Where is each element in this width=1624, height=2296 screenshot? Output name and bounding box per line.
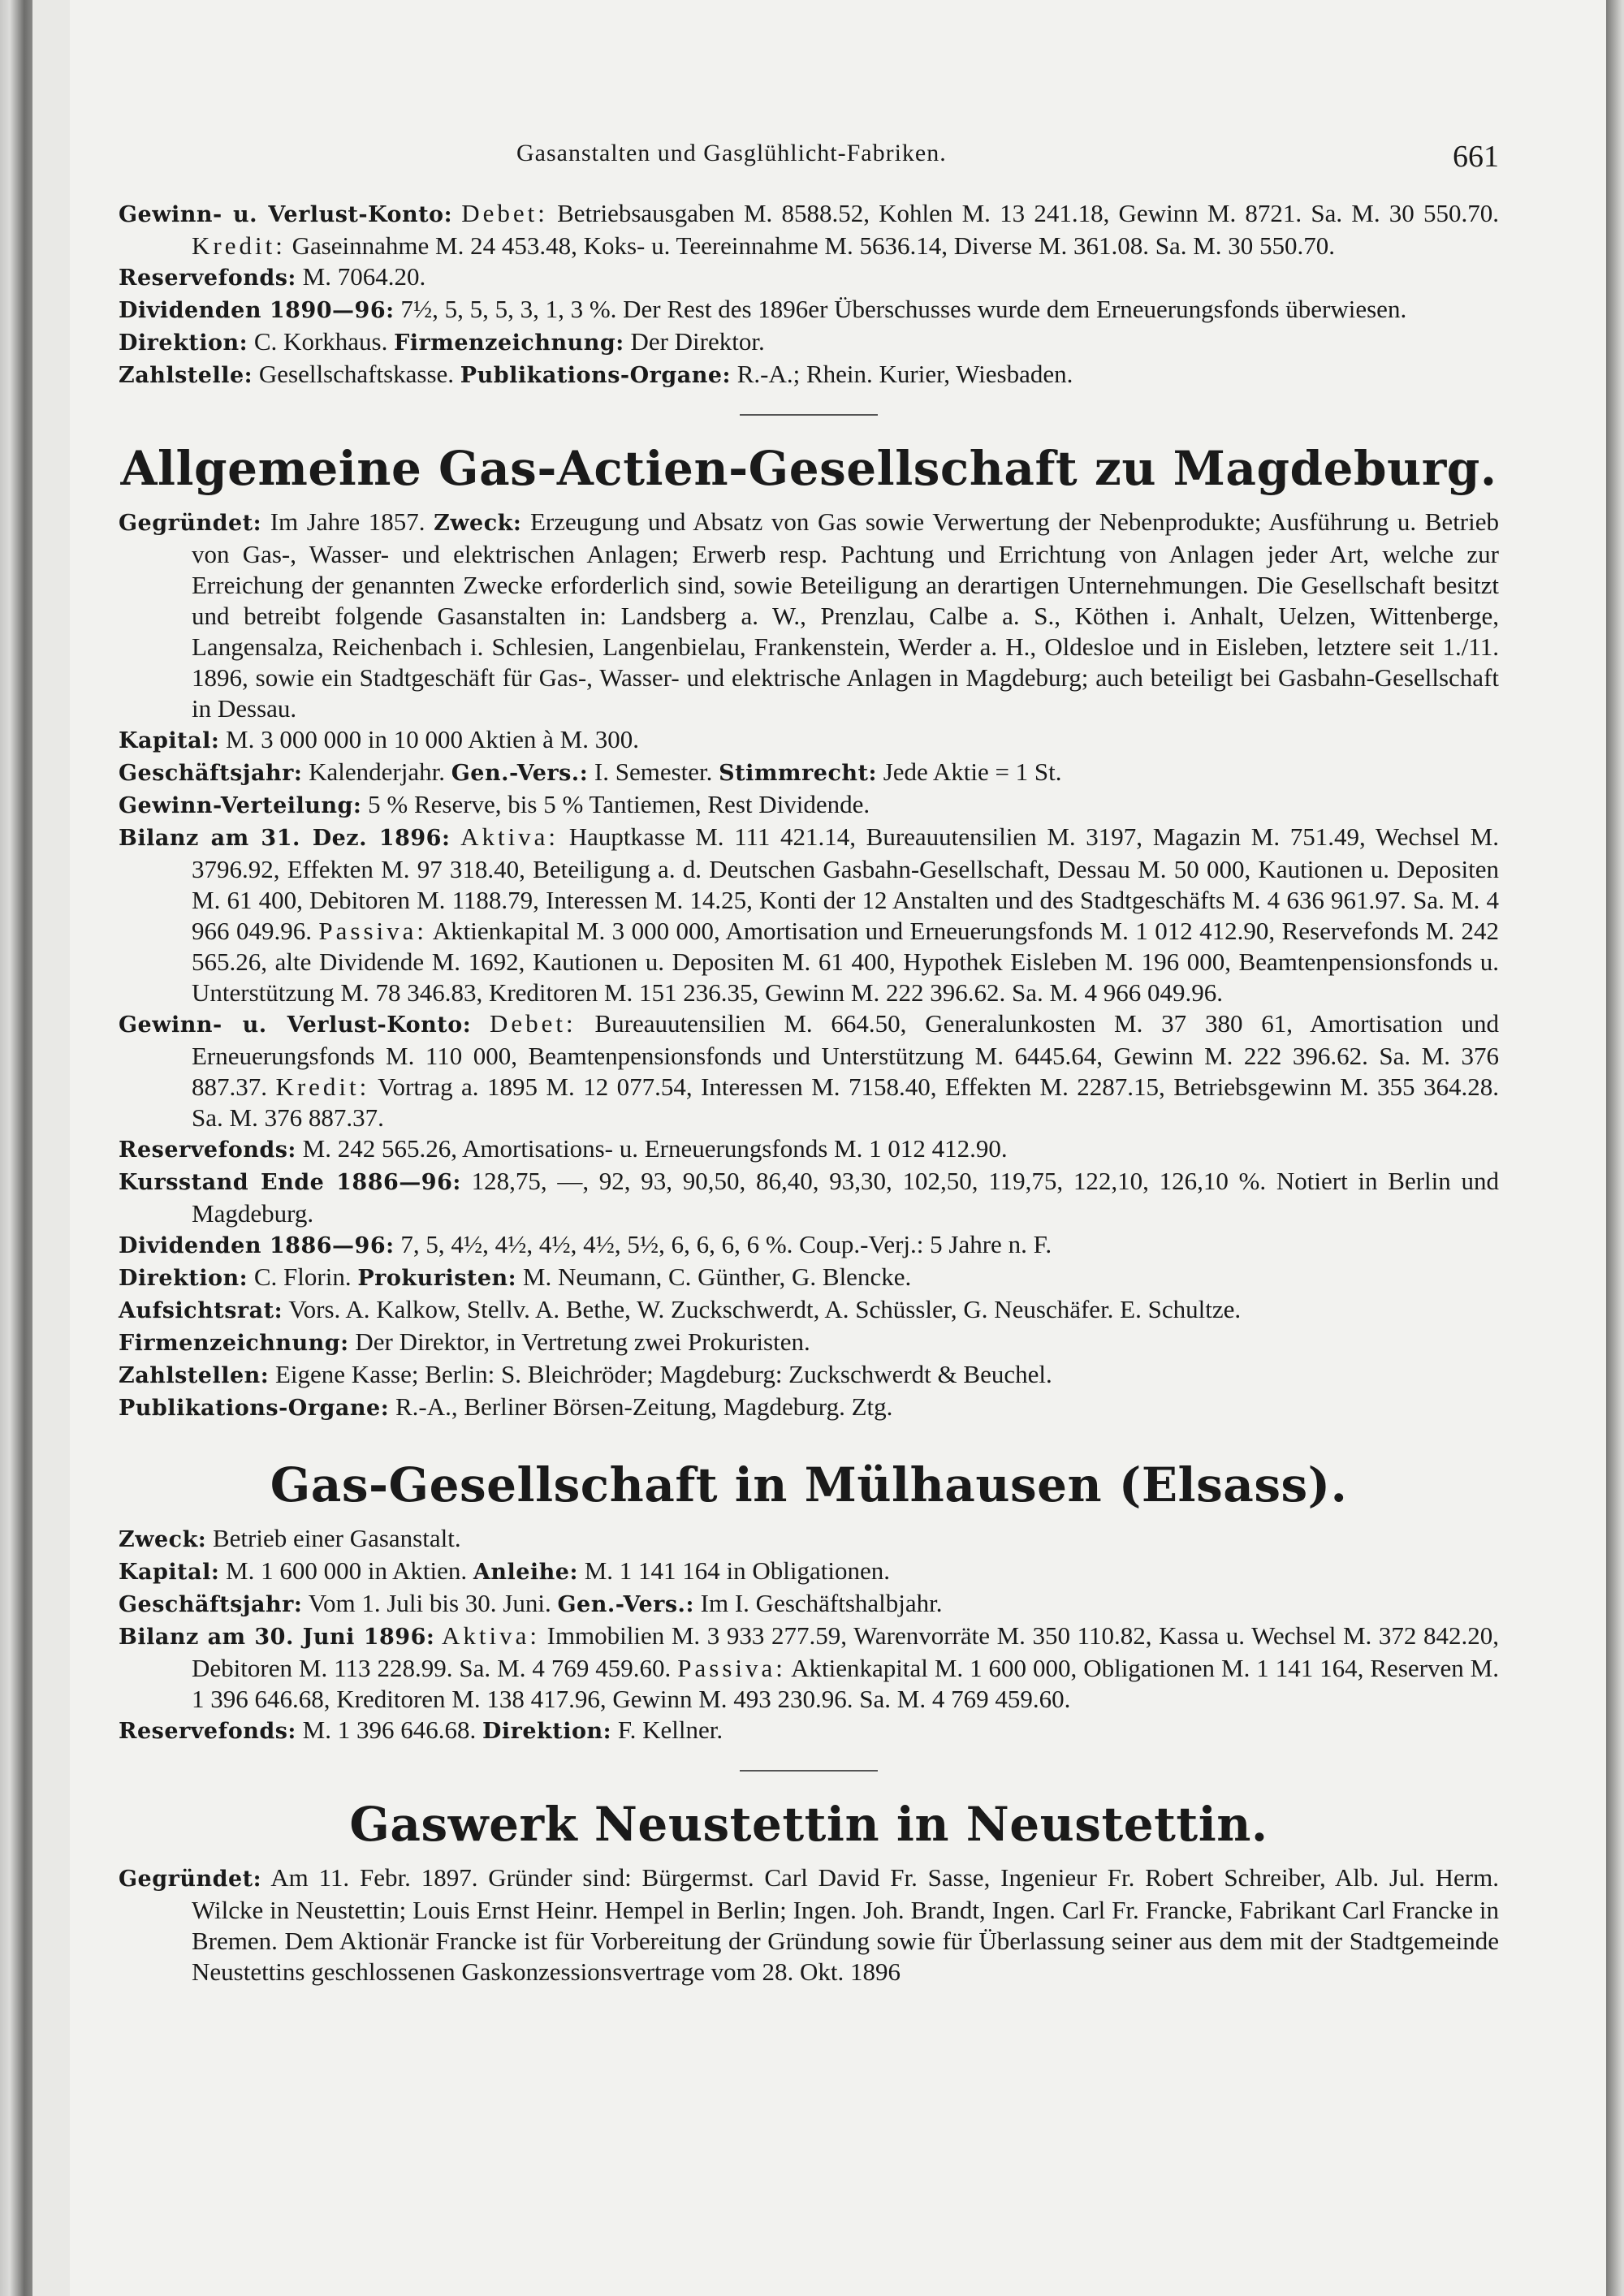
entry-text: Der Direktor, in Vertretung zwei Prokuristen. — [348, 1327, 810, 1356]
prev-reserve-entry — [119, 261, 1499, 294]
gegruendet-entry — [119, 507, 1499, 724]
entry-label: Direktion: — [119, 330, 248, 356]
entry-label: Zweck: — [434, 511, 522, 536]
publikation-entry — [119, 1392, 1499, 1424]
bilanz-entry — [119, 822, 1499, 1008]
prev-zahlstelle-entry — [119, 359, 1499, 391]
gewinnverteilung-entry — [119, 789, 1499, 822]
entry-text: Aktienkapital M. 1 600 000, Obligationen M. 1 141 164, Reserven M. 1 396 646.68, Kreditoren M. 138 417.96, Gewinn M. 493 230.96. Sa. M. 4 769 459.60. — [192, 1654, 1499, 1713]
kredit-label: Kredit: — [192, 231, 286, 260]
entry-text: 5 % Reserve, bis 5 % Tantiemen, Rest Dividende. — [361, 790, 870, 818]
zweck-entry — [119, 1523, 1499, 1556]
company-title-muelhausen: Gas-Gesellschaft in Mülhausen (Elsass). — [270, 1457, 1348, 1513]
entry-text: Vortrag a. 1895 M. 12 077.54, Interessen M. 7158.40, Effekten M. 2287.15, Betriebsgewinn M. 355 364.28. Sa. M. 376 887.37. — [192, 1072, 1499, 1132]
prev-gewinn-entry — [119, 198, 1499, 261]
entry-label: Aufsichtsrat: — [119, 1298, 283, 1323]
entry-text: M. Neumann, C. Günther, G. Blencke. — [516, 1262, 912, 1291]
entry-label: Gegründet: — [119, 511, 262, 536]
running-title: Gasanstalten und Gasglühlicht-Fabriken. — [516, 140, 947, 166]
entry-text: M. 242 565.26, Amortisations- u. Erneuerungsfonds M. 1 012 412.90. — [296, 1134, 1008, 1163]
entry-label: Direktion: — [482, 1719, 612, 1744]
entry-text: 7½, 5, 5, 5, 3, 1, 3 %. Der Rest des 1896er Überschusses wurde dem Erneuerungsfonds überwiesen. — [394, 295, 1407, 323]
entry-text: M. 1 396 646.68. — [296, 1716, 482, 1744]
company-title-magdeburg: Allgemeine Gas-Actien-Gesellschaft zu Magdeburg. — [120, 441, 1497, 496]
entry-label: Bilanz am 30. Juni 1896: — [119, 1625, 435, 1650]
entry-label: Dividenden 1890—96: — [119, 298, 395, 323]
debet-label: Debet: — [490, 1009, 577, 1038]
entry-label: Publikations-Organe: — [119, 1396, 390, 1421]
entry-text: C. Korkhaus. — [248, 327, 395, 356]
dividenden-entry — [119, 1229, 1499, 1262]
entry-label: Anleihe: — [473, 1560, 578, 1585]
entry-text: Gaseinnahme M. 24 453.48, Koks- u. Teereinnahme M. 5636.14, Diverse M. 361.08. Sa. M. 30 550.70. — [285, 231, 1336, 260]
entry-text: R.-A., Berliner Börsen-Zeitung, Magdeburg. Ztg. — [389, 1392, 893, 1421]
passiva-label: Passiva: — [318, 917, 428, 945]
firmenzeichnung-entry — [119, 1327, 1499, 1359]
entry-label: Stimmrecht: — [719, 761, 877, 786]
entry-text: Betrieb einer Gasanstalt. — [206, 1524, 461, 1552]
entry-text: Eigene Kasse; Berlin: S. Bleichröder; Magdeburg: Zuckschwerdt & Beuchel. — [269, 1360, 1052, 1388]
scan-edge-right — [1606, 0, 1624, 2296]
scan-edge-left — [0, 0, 32, 2296]
reserve-entry — [119, 1133, 1499, 1166]
entry-text: Im I. Geschäftshalbjahr. — [693, 1589, 943, 1617]
entry-text: Hauptkasse M. 111 421.14, Bureauutensilien M. 3197, Magazin M. 751.49, Wechsel M. 3796.92, Effekten M. 97 318.40, Beteiligung a. d. Deutschen Gasbahn-Gesellschaft, Dessau M. 50 000, Kautionen u. Depositen M. 61 400, Debitoren M. 1188.79, Interessen M. 14.25, Konti der 12 Anstalten und des Stadtgeschäfts M. 4 636 961.97. Sa. M. 4 966 049.96. — [192, 822, 1499, 945]
entry-label: Kursstand Ende 1886—96: — [119, 1170, 461, 1195]
gegruendet-entry — [119, 1862, 1499, 1987]
geschaeftsjahr-entry — [119, 757, 1499, 789]
aufsichtsrat-entry — [119, 1294, 1499, 1327]
entry-text: 128,75, —, 92, 93, 90,50, 86,40, 93,30, 102,50, 119,75, 122,10, 126,10 %. Notiert in Berlin und Magdeburg. — [192, 1167, 1499, 1228]
entry-text: M. 3 000 000 in 10 000 Aktien à M. 300. — [219, 725, 639, 753]
entry-label: Kapital: — [119, 728, 220, 753]
entry-label: Reservefonds: — [119, 265, 296, 291]
reserve-entry — [119, 1715, 1499, 1747]
entry-text: M. 7064.20. — [296, 262, 426, 291]
entry-text: Am 11. Febr. 1897. Gründer sind: Bürgermst. Carl David Fr. Sasse, Ingenieur Fr. Robert Schreiber, Alb. Jul. Herm. Wilcke in Neustettin; Louis Ernst Heinr. Hempel in Berlin; Ingen. Joh. Brandt, Ingen. Carl Fr. Francke, Fabrikant Carl Francke in Bremen. Dem Aktionär Francke ist für Vorbereitung der Gründung sowie für Überlassung seiner aus dem mit der Stadtgemeinde Neustettins geschlossenen Gaskonzessionsvertrage vom 28. Okt. 1896 — [192, 1863, 1499, 1986]
entry-label: Bilanz am 31. Dez. 1896: — [119, 826, 451, 851]
entry-label: Kapital: — [119, 1560, 220, 1585]
running-head — [119, 138, 1499, 180]
prev-direktion-entry — [119, 326, 1499, 359]
entry-label: Gewinn-Verteilung: — [119, 793, 362, 818]
entry-text: Kalenderjahr. — [302, 757, 451, 786]
entry-text: Jede Aktie = 1 St. — [876, 757, 1062, 786]
aktiva-label: Aktiva: — [460, 822, 559, 851]
kursstand-entry — [119, 1166, 1499, 1229]
entry-text: Vors. A. Kalkow, Stellv. A. Bethe, W. Zuckschwerdt, A. Schüssler, G. Neuschäfer. E. Schultze. — [283, 1295, 1242, 1323]
debet-label: Debet: — [461, 199, 548, 227]
entry-text: Im Jahre 1857. — [261, 507, 434, 536]
entry-label: Publikations-Organe: — [460, 363, 731, 388]
entry-label: Gegründet: — [119, 1867, 262, 1892]
entry-label: Gen.-Vers.: — [451, 761, 589, 786]
entry-label: Firmenzeichnung: — [119, 1331, 349, 1356]
entry-label: Reservefonds: — [119, 1719, 296, 1744]
entry-text: M. 1 600 000 in Aktien. — [219, 1556, 473, 1585]
entry-text: Aktienkapital M. 3 000 000, Amortisation und Erneuerungsfonds M. 1 012 412.90, Reservefonds M. 242 565.26, alte Dividende M. 1692, Kautionen u. Depositen M. 61 400, Hypothek Eisleben M. 196 000, Beamtenpensionsfonds u. Unterstützung M. 78 346.83, Kreditoren M. 151 236.35, Gewinn M. 222 396.62. Sa. M. 4 966 049.96. — [192, 917, 1499, 1007]
entry-label: Firmenzeichnung: — [394, 330, 624, 356]
prev-dividenden-entry — [119, 294, 1499, 326]
entry-text: I. Semester. — [588, 757, 719, 786]
page-content — [119, 138, 1499, 1987]
aktiva-label: Aktiva: — [441, 1621, 540, 1650]
document-page — [70, 0, 1613, 2296]
gewinn-entry — [119, 1008, 1499, 1133]
entry-label: Gewinn- u. Verlust-Konto: — [119, 1012, 472, 1038]
zahlstellen-entry — [119, 1359, 1499, 1392]
entry-label: Geschäftsjahr: — [119, 1592, 303, 1617]
entry-label: Direktion: — [119, 1266, 248, 1291]
passiva-label: Passiva: — [677, 1654, 786, 1682]
entry-text: Immobilien M. 3 933 277.59, Warenvorräte M. 350 110.82, Kassa u. Wechsel M. 372 842.20, Debitoren M. 113 228.99. Sa. M. 4 769 459.60. — [192, 1621, 1499, 1682]
entry-label: Zahlstelle: — [119, 363, 253, 388]
entry-label: Gewinn- u. Verlust-Konto: — [119, 202, 453, 227]
entry-label: Prokuristen: — [357, 1266, 517, 1291]
entry-text: F. Kellner. — [611, 1716, 723, 1744]
entry-label: Geschäftsjahr: — [119, 761, 303, 786]
entry-label: Reservefonds: — [119, 1137, 296, 1163]
kredit-label: Kredit: — [275, 1072, 370, 1101]
entry-text: Vom 1. Juli bis 30. Juni. — [302, 1589, 558, 1617]
entry-text: C. Florin. — [248, 1262, 358, 1291]
bilanz-entry — [119, 1621, 1499, 1715]
entry-text: Betriebsausgaben M. 8588.52, Kohlen M. 13 241.18, Gewinn M. 8721. Sa. M. 30 550.70. — [547, 199, 1500, 227]
entry-text: 7, 5, 4½, 4½, 4½, 4½, 5½, 6, 6, 6, 6 %. Coup.-Verj.: 5 Jahre n. F. — [394, 1230, 1052, 1258]
entry-label: Zweck: — [119, 1527, 207, 1552]
entry-label: Dividenden 1886—96: — [119, 1233, 395, 1258]
geschaeftsjahr-entry — [119, 1588, 1499, 1621]
entry-text: M. 1 141 164 in Obligationen. — [577, 1556, 890, 1585]
kapital-entry — [119, 724, 1499, 757]
entry-label: Gen.-Vers.: — [557, 1592, 694, 1617]
kapital-entry — [119, 1556, 1499, 1588]
entry-text: Bureauutensilien M. 664.50, Generalunkosten M. 37 380 61, Amortisation und Erneuerungsfonds M. 110 000, Beamtenpensionsfonds und Unterstützung M. 6445.64, Gewinn M. 222 396.62. Sa. M. 376 887.37. — [192, 1009, 1499, 1101]
page-number: 661 — [1453, 140, 1499, 174]
entry-text: Gesellschaftskasse. — [253, 360, 460, 388]
entry-text: Der Direktor. — [624, 327, 765, 356]
entry-text: R.-A.; Rhein. Kurier, Wiesbaden. — [731, 360, 1073, 388]
entry-text: Erzeugung und Absatz von Gas sowie Verwertung der Nebenprodukte; Ausführung u. Betrieb von Gas-, Wasser- und elektrischen Anlagen; Erwerb resp. Pachtung und Errichtung von Anlagen jeder Art, welche zur Erreichung der genannten Zwecke erforderlich sind, sowie Beteiligung an derartigen Unternehmungen. Die Gesellschaft besitzt und betreibt folgende Gasanstalten in: Landsberg a. W., Prenzlau, Calbe a. S., Köthen i. Anhalt, Uelzen, Wittenberge, Langensalza, Reichenbach i. Schlesien, Langenbielau, Frankenstein, Werder a. H., Oldesloe und in Eisleben, letztere seit 1./11. 1896, sowie ein Stadtgeschäft für Gas-, Wasser- und elektrische Anlagen in Magdeburg; auch beteiligt bei Gasbahn-Gesellschaft in Dessau. — [192, 507, 1499, 723]
entry-label: Zahlstellen: — [119, 1363, 270, 1388]
direktion-entry — [119, 1262, 1499, 1294]
company-title-neustettin: Gaswerk Neustettin in Neustettin. — [349, 1797, 1268, 1852]
